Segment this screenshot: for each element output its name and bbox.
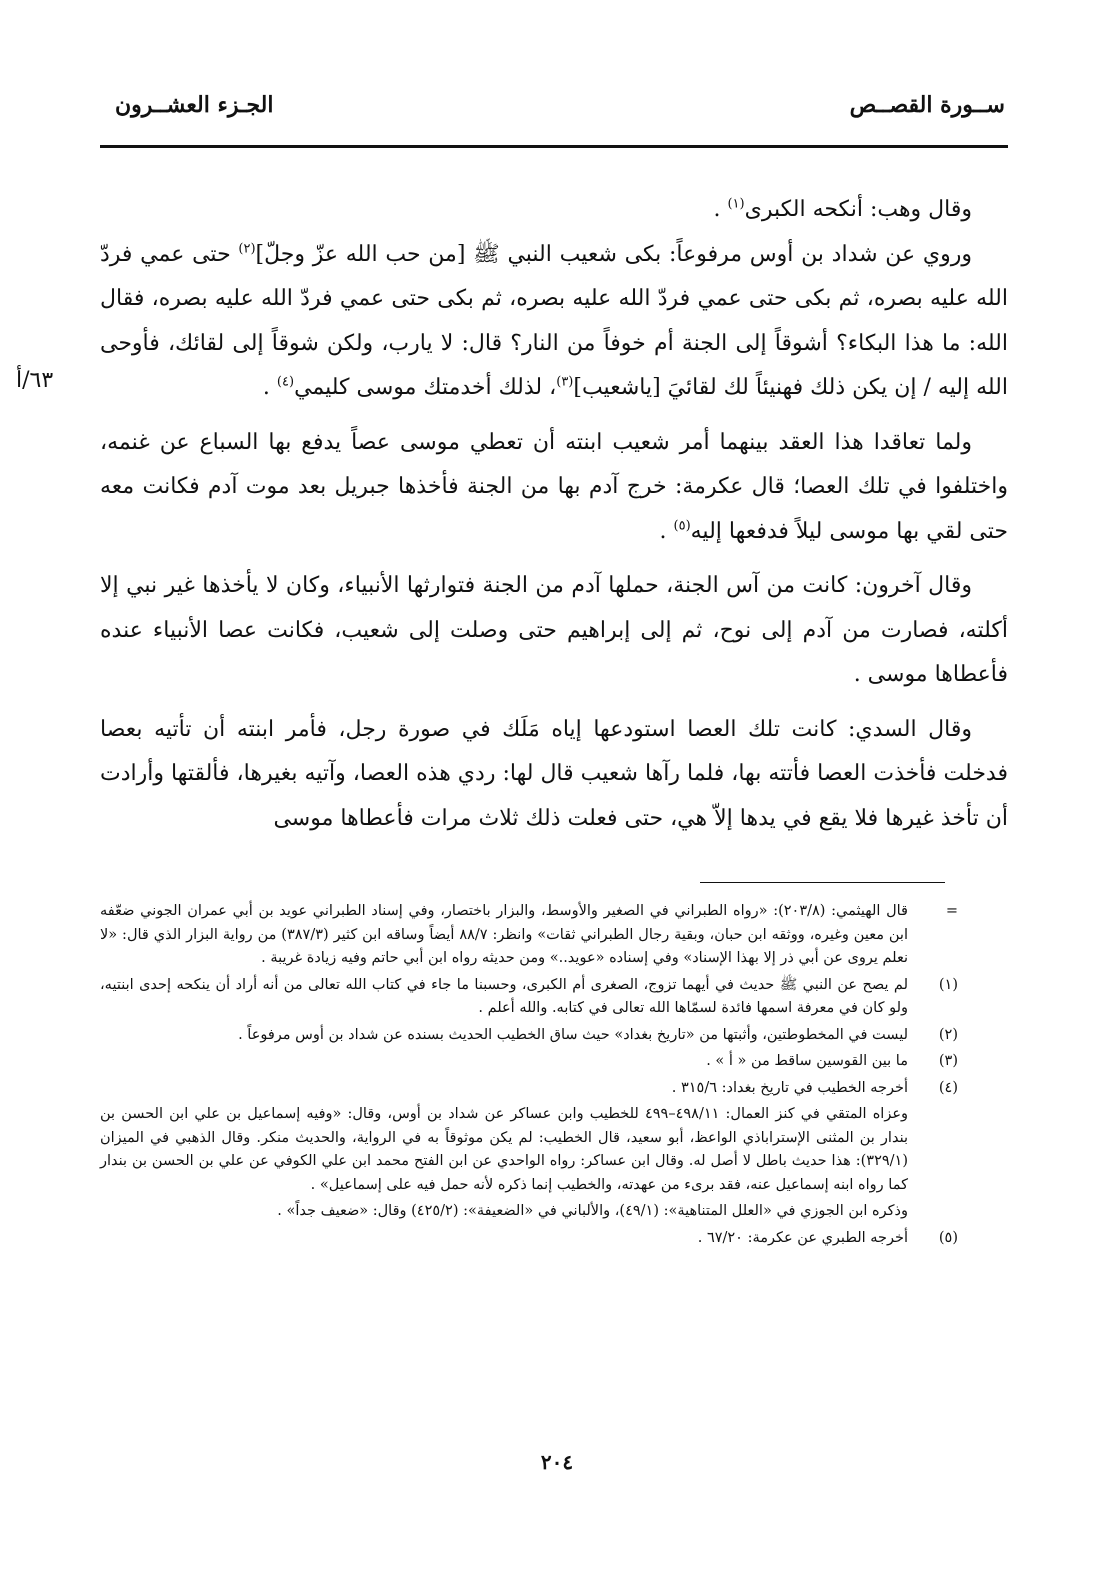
- paragraph: وروي عن شداد بن أوس مرفوعاً: بكى شعيب النبي ﷺ [من حب الله عزّ وجلّ]$^{(٢)}$ حتى عمي فردّ الله عليه بصره، ثم بكى حتى عمي فردّ الله عليه بصره، ثم بكى حتى عمي فردّ الله عليه بصره، فقال الله: ما هذا البكاء؟ أشوقاً إلى الجنة أم خوفاً من النار؟ قال: لا يارب، ولكن شوقاً إلى لقائك، فأوحى الله إليه / إن يكن ذلك فهنيئاً لك لقائيَ [ياشعيب]$^{(٣)}$، لذلك أخدمتك موسى كليمي$^{(٤)}$ .: [100, 241, 1008, 400]
- header-rule: [100, 145, 1008, 148]
- footnote: (٥) أخرجه الطبري عن عكرمة: ٦٧/٢٠ .: [697, 1229, 958, 1246]
- footnote-continuation: وعزاه المتقي في كنز العمال: ٤٩٨/١١–٤٩٩ للخطيب وابن عساكر عن شداد بن أوس، وقال: «وفيه إسماعيل بن علي ابن الحسن بن بندار بن المثنى الإستراباذي الواعظ، أبو سعيد، قال الخطيب: لم يكن موثوقاً به في الرواية، والحديث منكر. وقال الذهبي في الميزان (٣٢٩/١): هذا حديث باطل لا أصل له. وقال ابن عساكر: رواه الواحدي عن ابن الفتح محمد ابن علي الكوفي عن علي بن الحسن بن بندار كما رواه ابنه إسماعيل عنه، فقد برىء من عهدته، والخطيب إنما ذكره لأنه حمل فيه على إسماعيل» .: [100, 1106, 908, 1193]
- footnote-ref: (٢): [238, 241, 256, 257]
- footnote-ref: (٥): [673, 518, 691, 534]
- footnote-separator: [700, 882, 945, 883]
- footnote-ref: (١): [727, 196, 745, 212]
- footnotes: [100, 900, 958, 1253]
- footnote-ref: (٤): [276, 374, 295, 390]
- manuscript-folio-note: ٦٣/أ: [16, 368, 54, 393]
- paragraph: وقال وهب: أنكحه الكبرى$^{(١)}$ .: [713, 196, 972, 222]
- footnote-ref: (٣): [556, 374, 574, 390]
- footnote: = قال الهيثمي: (٢٠٣/٨): «رواه الطبراني في الصغير والأوسط، والبزار باختصار، وفي إسناد الطبراني عويد بن أبي عمران الجوني ضعّفه ابن معين وغيره، ووثقه ابن حبان، وبقية رجال الطبراني ثقات» وانظر: ٨٨/٧ أيضاً وساقه ابن كثير (٣٨٧/٣) من رواية البزار الذي قال: «لا نعلم يروى عن أبي ذر إلا بهذا الإسناد» وفي إسناده «عويد..» ومن حديثه رواه ابن أبي حاتم وفيه زيادة غريبة .: [100, 903, 958, 966]
- paragraph: وقال السدي: كانت تلك العصا استودعها إياه مَلَك في صورة رجل، فأمر ابنته أن تأتيه بعصا فدخلت فأخذت العصا فأتته بها، فلما رآها شعيب قال لها: ردي هذه العصا، وآتيه بغيرها، فألقتها وأرادت أن تأخذ غيرها فلا يقع في يدها إلاّ هي، حتى فعلت ذلك ثلاث مرات فأعطاها موسى: [100, 716, 1008, 831]
- juz-title: الجـزء العشــرون: [115, 92, 274, 118]
- page-number: ٢٠٤: [540, 1450, 574, 1474]
- footnote: (١) لم يصح عن النبي ﷺ حديث في أيهما تزوج، الصغرى أم الكبرى، وحسبنا ما جاء في كتاب الله تعالى من أنه أراد أن ينكحه إحدى ابنتيه، ولو كان في معرفة اسمها فائدة لسمّاها الله تعالى في كتابه. والله أعلم .: [100, 976, 958, 1016]
- footnote: (٤) أخرجه الخطيب في تاريخ بغداد: ٣١٥/٦ .: [671, 1079, 958, 1096]
- surah-title: ســورة القصــص: [849, 92, 1005, 118]
- footnote: (٣) ما بين القوسين ساقط من « أ » .: [706, 1053, 958, 1069]
- main-text: [100, 188, 1008, 841]
- footnote: (٢) ليست في المخطوطتين، وأثبتها من «تاريخ بغداد» حيث ساق الخطيب الحديث بسنده عن شداد بن أوس مرفوعاً .: [238, 1026, 958, 1043]
- running-header: [105, 92, 1005, 136]
- paragraph: وقال آخرون: كانت من آس الجنة، حملها آدم من الجنة فتوارثها الأنبياء، وكان لا يأخذها غير نبي إلا أكلته، فصارت من آدم إلى نوح، ثم إلى إبراهيم حتى وصلت إلى شعيب، فكانت عصا الأنبياء عنده فأعطاها موسى .: [100, 573, 1008, 687]
- footnote-continuation: وذكره ابن الجوزي في «العلل المتناهية»: (٤٩/١)، والألباني في «الضعيفة»: (٤٢٥/٢) وقال: «ضعيف جداً» .: [277, 1203, 908, 1219]
- paragraph: ولما تعاقدا هذا العقد بينهما أمر شعيب ابنته أن تعطي موسى عصاً يدفع بها السباع عن غنمه، واختلفوا في تلك العصا؛ قال عكرمة: خرج آدم بها من الجنة فأخذها جبريل بعد موت آدم فكانت معه حتى لقي بها موسى ليلاً فدفعها إليه$^{(٥)}$ .: [100, 429, 1008, 544]
